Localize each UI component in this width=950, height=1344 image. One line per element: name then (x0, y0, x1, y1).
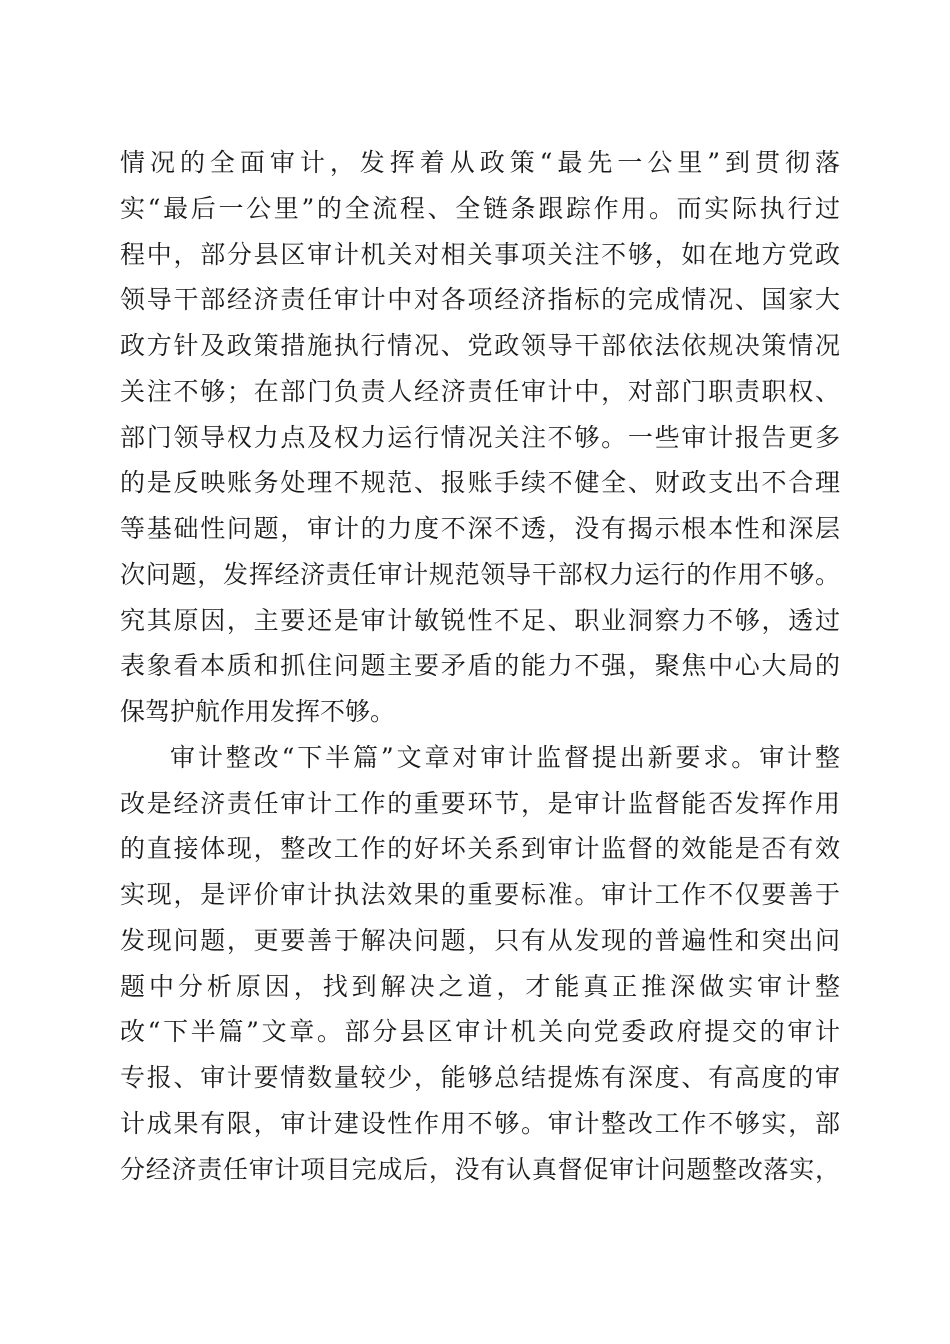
text-line: 的是反映账务处理不规范、报账手续不健全、财政支出不合理 (120, 468, 840, 498)
text-line: 改“下半篇”文章。部分县区审计机关向党委政府提交的审计 (120, 1017, 840, 1047)
text-line: 题中分析原因，找到解决之道，才能真正推深做实审计整 (120, 971, 840, 1001)
body-text (120, 140, 840, 1192)
text-line: 程中，部分县区审计机关对相关事项关注不够，如在地方党政 (120, 239, 840, 269)
text-line: 究其原因，主要还是审计敏锐性不足、职业洞察力不够，透过 (120, 605, 840, 635)
text-line: 次问题，发挥经济责任审计规范领导干部权力运行的作用不够。 (120, 559, 840, 589)
text-line: 的直接体现，整改工作的好坏关系到审计监督的效能是否有效 (120, 834, 840, 864)
text-line: 领导干部经济责任审计中对各项经济指标的完成情况、国家大 (120, 285, 840, 315)
paragraph-start-line: 审计整改“下半篇”文章对审计监督提出新要求。审计整 (170, 742, 840, 772)
text-line: 情况的全面审计，发挥着从政策“最先一公里”到贯彻落 (120, 148, 840, 177)
paragraph-end-line: 保驾护航作用发挥不够。 (120, 697, 396, 726)
text-line: 改是经济责任审计工作的重要环节，是审计监督能否发挥作用 (120, 788, 840, 818)
text-line: 关注不够；在部门负责人经济责任审计中，对部门职责职权、 (120, 376, 840, 406)
text-line: 等基础性问题，审计的力度不深不透，没有揭示根本性和深层 (120, 514, 840, 543)
text-line: 计成果有限，审计建设性作用不够。审计整改工作不够实，部 (120, 1108, 840, 1138)
text-line: 分经济责任审计项目完成后，没有认真督促审计问题整改落实， (120, 1154, 840, 1184)
text-line: 部门领导权力点及权力运行情况关注不够。一些审计报告更多 (120, 422, 840, 452)
text-line: 实“最后一公里”的全流程、全链条跟踪作用。而实际执行过 (120, 193, 840, 223)
text-line: 政方针及政策措施执行情况、党政领导干部依法依规决策情况 (120, 331, 840, 360)
text-line: 专报、审计要情数量较少，能够总结提炼有深度、有高度的审 (120, 1063, 840, 1092)
text-line: 发现问题，更要善于解决问题，只有从发现的普遍性和突出问 (120, 925, 840, 955)
text-line: 实现，是评价审计执法效果的重要标准。审计工作不仅要善于 (120, 880, 840, 909)
text-line: 表象看本质和抓住问题主要矛盾的能力不强，聚焦中心大局的 (120, 651, 840, 681)
